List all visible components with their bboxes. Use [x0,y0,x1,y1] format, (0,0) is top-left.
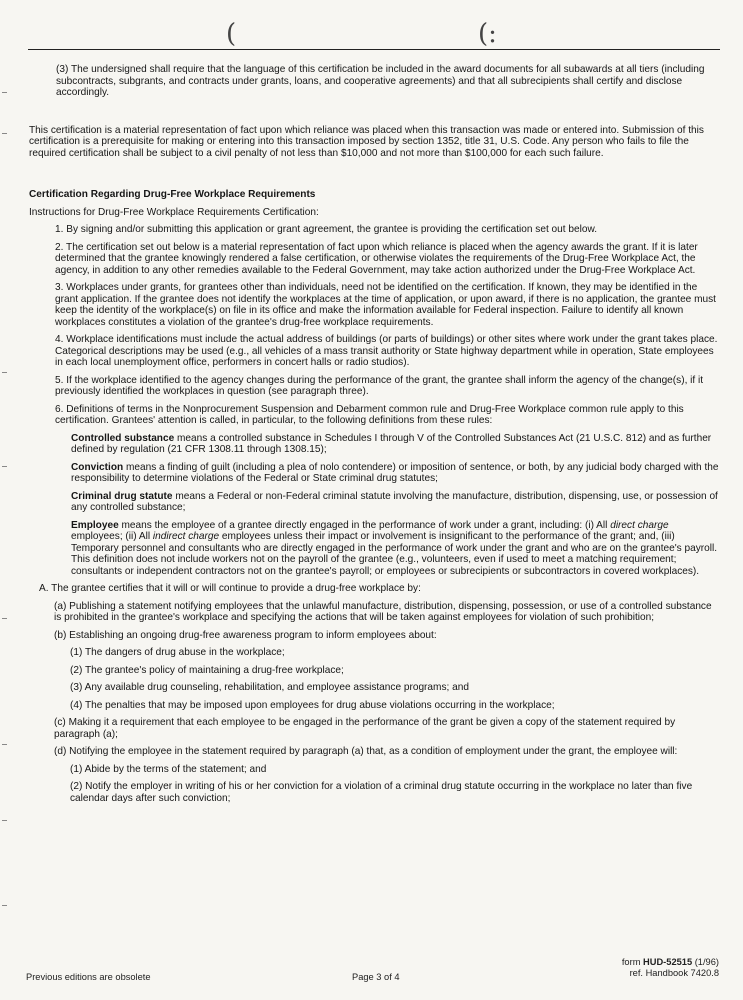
definition-employee [71,520,719,578]
definition-text: means the employee of a grantee directly engaged in the performance of work under a grant, including: (i) All [118,519,611,531]
form-date: (1/96) [692,957,719,967]
scan-punch-mark: (: [478,19,497,49]
paragraph-3: (3) The undersigned shall require that the language of this certification be included in the award documents for all subawards at all tiers (including subcontracts, subgrants, and contracts under grants, loans, and cooperative agreements) and that all subrecipients shall certify and disclose accordingly. [56,64,705,98]
employee-duty-item: (1) Abide by the terms of the statement; and [70,763,267,775]
section-a-item-b: (b) Establishing an ongoing drug-free awareness program to inform employees about: [54,629,437,641]
instruction-item: 2. The certification set out below is a material representation of fact upon which reliance is placed when the agency awards the grant. If it is later determined that the grantee knowingly rendered a false certification, or otherwise violates the requirements of the Drug-Free Workplace Act, the agency, in addition to any other remedies available to the Federal Government, may take action authorized under the Drug-Free Workplace Act. [55,241,698,276]
handbook-reference: ref. Handbook 7420.8 [629,968,719,978]
definition-text: means a controlled substance in Schedules I through V of the Controlled Substances Act (21 U.S.C. 812) and as further defined by regulation (21 CFR 1308.11 through 1308.15); [71,432,712,455]
awareness-item: (3) Any available drug counseling, rehabilitation, and employee assistance programs; and [70,682,469,693]
margin-tick [2,92,7,93]
definition-term: Criminal drug statute [71,490,173,502]
instruction-item: 1. By signing and/or submitting this application or grant agreement, the grantee is providing the certification set out below. [55,224,598,235]
definition-text: means a finding of guilt (including a plea of nolo contendere) or imposition of sentence, or both, by any judicial body charged with the responsibility to determine violations of the Federal or State criminal drug statutes; [71,461,719,484]
employee-duty-item: (2) Notify the employer in writing of his or her conviction for a violation of a criminal drug statute occurring in the workplace no later than five calendar days after such conviction; [70,781,693,804]
definition-text: employees; (ii) All [71,531,153,542]
definition-term: Controlled substance [71,432,175,444]
instruction-item: 5. If the workplace identified to the agency changes during the performance of the grant, the grantee shall inform the agency of the change(s), if it previously identified the workplaces in question (see paragraph three). [55,374,704,397]
page-number: Page 3 of 4 [352,972,400,982]
scan-punch-mark: ( [226,19,237,49]
margin-tick [2,744,7,745]
section-a-item-d: (d) Notifying the employee in the statement required by paragraph (a) that, as a condition of employment under the grant, the employee will: [54,746,678,757]
margin-tick [2,466,7,467]
form-id-line [622,957,719,968]
section-a-item-c: (c) Making it a requirement that each employee to be engaged in the performance of the grant be given a copy of the statement required by paragraph (a); [54,717,676,740]
document-body [29,64,719,804]
margin-tick [2,905,7,906]
definition-controlled-substance [71,433,719,456]
margin-tick [2,372,7,373]
section-a-intro: A. The grantee certifies that it will or will continue to provide a drug-free workplace by: [39,583,421,594]
definition-text: employees unless their impact or involvement is insignificant to the performance of the grant; and, (iii) Temporary personnel and consultants who are directly engaged in the performance of work under the grant and who are on the grantee's payroll. This definition does not include workers not on the payroll of the grantee (e.g., volunteers, even if used to meet a matching requirement; consultants or independent contractors not on the grantee's payroll; or employees or subrecipients or subcontractors in covered workplaces). [71,531,718,577]
instruction-item: 4. Workplace identifications must include the actual address of buildings (or parts of buildings) or other sites where work under the grant takes place. Categorical descriptions may be used (e.g., all vehicles of a mass transit authority or State highway department while in operation, State employees in each local unemployment office, performers in concert halls or radio studios). [55,334,718,368]
margin-tick [2,618,7,619]
awareness-item: (2) The grantee's policy of maintaining a drug-free workplace; [70,664,344,676]
form-reference [622,957,719,979]
form-number: HUD-52515 [643,957,693,967]
definition-term: Employee [71,519,119,531]
obsolete-note: Previous editions are obsolete [26,972,151,982]
definition-term: Conviction [71,461,124,473]
instructions-intro: Instructions for Drug-Free Workplace Requirements Certification: [29,206,319,218]
definitions [71,433,719,578]
penalty-paragraph: This certification is a material representation of fact upon which reliance was placed when this transaction was made or entered into. Submission of this certification is a prerequisite for making or entering into this transaction imposed by section 1352, title 31, U.S. Code. Any person who fails to file the required certification shall be subject to a civil penalty of not less than $10,000 and not more than $100,000 for each such failure. [29,124,704,159]
form-prefix: form [621,957,644,967]
definition-emphasis: indirect charge [152,531,220,542]
definition-criminal-drug-statute [71,491,719,514]
section-heading: Certification Regarding Drug-Free Workplace Requirements [29,189,316,200]
definition-conviction [71,462,719,485]
awareness-item: (4) The penalties that may be imposed upon employees for drug abuse violations occurring in the workplace; [70,699,555,711]
header-rule [28,49,720,50]
margin-tick [2,133,7,134]
margin-tick [2,820,7,821]
section-a-item-a: (a) Publishing a statement notifying employees that the unlawful manufacture, distribution, dispensing, possession, or use of a controlled substance is prohibited in the grantee's workplace and specifying the actions that will be taken against employees for violation of such prohibition; [54,600,712,623]
instruction-item: 6. Definitions of terms in the Nonprocurement Suspension and Debarment common rule and Drug-Free Workplace common rule apply to this certification. Grantees' attention is called, in particular, to the following definitions from these rules: [55,403,684,426]
definition-emphasis: direct charge [610,519,669,531]
instruction-item: 3. Workplaces under grants, for grantees other than individuals, need not be identified on the certification. If known, they may be identified in the grant application. If the grantee does not identify the workplaces at the time of application, or upon award, if there is no application, the grantee must keep the identity of the workplace(s) on file in its office and make the information available for Federal inspection. Failure to identify all known workplaces constitutes a violation of the grantee's drug-free workplace requirements. [55,282,716,328]
definition-text: means a Federal or non-Federal criminal statute involving the manufacture, distribution, dispensing, use, or possession of any controlled substance; [71,490,718,513]
awareness-item: (1) The dangers of drug abuse in the workplace; [70,647,285,658]
